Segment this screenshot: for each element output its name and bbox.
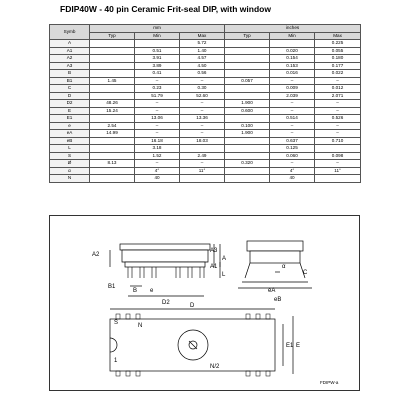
value-cell: 0.177 — [315, 62, 361, 70]
value-cell: 48.26 — [90, 100, 135, 108]
table-row — [50, 77, 361, 85]
value-cell — [225, 55, 270, 63]
value-cell: 0.514 — [270, 115, 315, 123]
value-cell: 40 — [270, 175, 315, 183]
table-row — [50, 55, 361, 63]
subheader-cell: Min — [270, 32, 315, 40]
subheader-cell: Max — [180, 32, 225, 40]
value-cell — [135, 40, 180, 48]
symbol-cell: A3 — [50, 62, 90, 70]
value-cell — [90, 70, 135, 78]
value-cell: 18.03 — [180, 137, 225, 145]
value-cell — [90, 62, 135, 70]
value-cell — [90, 92, 135, 100]
table-row — [50, 122, 361, 130]
value-cell: 0.30 — [180, 85, 225, 93]
value-cell: 2.039 — [270, 92, 315, 100]
value-cell: 0.526 — [315, 115, 361, 123]
label-n-half: N/2 — [210, 364, 220, 370]
table-row — [50, 40, 361, 48]
subheader-cell: Min — [135, 32, 180, 40]
header-inches: inches — [225, 25, 361, 33]
value-cell: – — [270, 77, 315, 85]
value-cell — [90, 167, 135, 175]
value-cell — [225, 40, 270, 48]
value-cell: – — [270, 160, 315, 168]
value-cell — [315, 145, 361, 153]
value-cell: 4.50 — [180, 62, 225, 70]
value-cell: 52.60 — [180, 92, 225, 100]
value-cell — [90, 55, 135, 63]
value-cell: 13.36 — [180, 115, 225, 123]
symbol-cell: A2 — [50, 55, 90, 63]
value-cell — [225, 115, 270, 123]
value-cell — [225, 85, 270, 93]
value-cell: – — [270, 130, 315, 138]
value-cell: 0.320 — [225, 160, 270, 168]
table-row — [50, 62, 361, 70]
package-drawing-svg — [50, 216, 361, 392]
value-cell — [180, 175, 225, 183]
table-row — [50, 130, 361, 138]
label-ea: eA — [268, 288, 276, 294]
value-cell: 0.154 — [270, 55, 315, 63]
value-cell: – — [135, 160, 180, 168]
value-cell: – — [270, 100, 315, 108]
label-one: 1 — [114, 358, 118, 364]
value-cell: – — [270, 107, 315, 115]
value-cell: 1.40 — [180, 47, 225, 55]
value-cell: – — [180, 77, 225, 85]
value-cell: 0.125 — [270, 145, 315, 153]
label-a: A — [222, 256, 227, 262]
value-cell — [90, 115, 135, 123]
value-cell: 0.057 — [225, 77, 270, 85]
value-cell: 16.18 — [135, 137, 180, 145]
value-cell: – — [270, 122, 315, 130]
value-cell — [90, 40, 135, 48]
value-cell — [225, 175, 270, 183]
value-cell — [90, 175, 135, 183]
value-cell — [180, 145, 225, 153]
value-cell — [225, 62, 270, 70]
table-row — [50, 160, 361, 168]
table-subheader-row — [50, 32, 361, 40]
value-cell: 0.060 — [270, 152, 315, 160]
symbol-cell: D2 — [50, 100, 90, 108]
label-b: B — [133, 288, 138, 294]
value-cell: 0.710 — [315, 137, 361, 145]
value-cell: 0.180 — [315, 55, 361, 63]
value-cell: 14.99 — [90, 130, 135, 138]
value-cell: 0.56 — [180, 70, 225, 78]
value-cell: 0.055 — [315, 47, 361, 55]
value-cell: 4° — [135, 167, 180, 175]
value-cell: 2.49 — [180, 152, 225, 160]
value-cell: – — [315, 100, 361, 108]
value-cell: 15.24 — [90, 107, 135, 115]
table-header-row — [50, 25, 361, 33]
package-drawing — [49, 215, 360, 391]
value-cell — [315, 175, 361, 183]
value-cell: 0.012 — [315, 85, 361, 93]
value-cell: 5.72 — [180, 40, 225, 48]
value-cell — [90, 47, 135, 55]
label-eb: eB — [274, 297, 282, 303]
value-cell: 1.52 — [135, 152, 180, 160]
value-cell: – — [135, 130, 180, 138]
value-cell — [270, 40, 315, 48]
value-cell — [225, 137, 270, 145]
drawing-ref: FDIPW-a — [320, 380, 339, 385]
value-cell: – — [180, 130, 225, 138]
value-cell: – — [180, 160, 225, 168]
label-d: D — [190, 303, 195, 309]
dimensions-table — [49, 24, 361, 183]
label-n: N — [138, 323, 143, 329]
value-cell: 51.79 — [135, 92, 180, 100]
value-cell: 0.600 — [225, 107, 270, 115]
value-cell: – — [315, 130, 361, 138]
symbol-cell: eB — [50, 137, 90, 145]
value-cell — [225, 167, 270, 175]
label-l: L — [222, 272, 226, 278]
value-cell — [225, 47, 270, 55]
symbol-cell: e — [50, 122, 90, 130]
label-alpha: α — [282, 264, 286, 270]
value-cell — [90, 145, 135, 153]
table-row — [50, 92, 361, 100]
value-cell: – — [180, 100, 225, 108]
value-cell: 3.89 — [135, 62, 180, 70]
value-cell: 3.18 — [135, 145, 180, 153]
table-row — [50, 167, 361, 175]
subheader-cell: Typ — [225, 32, 270, 40]
symbol-cell: Ø — [50, 160, 90, 168]
label-d2: D2 — [162, 300, 170, 306]
value-cell — [225, 152, 270, 160]
table-row — [50, 115, 361, 123]
value-cell: 40 — [135, 175, 180, 183]
symbol-cell: C — [50, 85, 90, 93]
value-cell: 0.100 — [225, 122, 270, 130]
value-cell: 2.071 — [315, 92, 361, 100]
label-a2: A2 — [92, 252, 100, 258]
value-cell: 0.637 — [270, 137, 315, 145]
table-row — [50, 145, 361, 153]
symbol-cell: α — [50, 167, 90, 175]
symbol-cell: A — [50, 40, 90, 48]
value-cell — [90, 85, 135, 93]
symbol-cell: L — [50, 145, 90, 153]
symbol-cell: eA — [50, 130, 90, 138]
value-cell: 0.020 — [270, 47, 315, 55]
value-cell: – — [135, 122, 180, 130]
value-cell: 4° — [270, 167, 315, 175]
label-e1: E1 — [286, 343, 294, 349]
value-cell: 8.13 — [90, 160, 135, 168]
value-cell: – — [315, 107, 361, 115]
value-cell: 0.009 — [270, 85, 315, 93]
value-cell — [225, 70, 270, 78]
label-e: E — [296, 343, 301, 349]
symbol-cell: A1 — [50, 47, 90, 55]
value-cell: 0.098 — [315, 152, 361, 160]
value-cell: 2.54 — [90, 122, 135, 130]
value-cell: 13.06 — [135, 115, 180, 123]
table-row — [50, 100, 361, 108]
value-cell: – — [315, 122, 361, 130]
page-title: FDIP40W - 40 pin Ceramic Frit-seal DIP, with window — [60, 4, 271, 14]
label-a3: A3 — [210, 248, 218, 254]
value-cell: – — [315, 160, 361, 168]
header-mm: mm — [90, 25, 225, 33]
symbol-cell: E1 — [50, 115, 90, 123]
symbol-cell: B1 — [50, 77, 90, 85]
value-cell: – — [135, 107, 180, 115]
subheader-cell: Max — [315, 32, 361, 40]
value-cell: – — [315, 77, 361, 85]
table-row — [50, 47, 361, 55]
value-cell: 11° — [180, 167, 225, 175]
value-cell — [90, 152, 135, 160]
label-s: S — [114, 320, 119, 326]
value-cell — [225, 145, 270, 153]
symbol-cell: B — [50, 70, 90, 78]
value-cell: 1.45 — [90, 77, 135, 85]
value-cell: 0.51 — [135, 47, 180, 55]
table-row — [50, 137, 361, 145]
value-cell: 3.91 — [135, 55, 180, 63]
value-cell — [225, 92, 270, 100]
value-cell: 0.23 — [135, 85, 180, 93]
table-row — [50, 152, 361, 160]
value-cell: – — [180, 122, 225, 130]
value-cell: 1.900 — [225, 130, 270, 138]
table-row — [50, 85, 361, 93]
symbol-cell: S — [50, 152, 90, 160]
symbol-cell: N — [50, 175, 90, 183]
value-cell: – — [135, 100, 180, 108]
value-cell: 0.022 — [315, 70, 361, 78]
table-row — [50, 70, 361, 78]
subheader-cell: Typ — [90, 32, 135, 40]
value-cell: – — [135, 77, 180, 85]
value-cell: 4.57 — [180, 55, 225, 63]
value-cell: 0.225 — [315, 40, 361, 48]
label-a1: A1 — [210, 264, 218, 270]
value-cell: 1.900 — [225, 100, 270, 108]
value-cell: 11° — [315, 167, 361, 175]
table-row — [50, 175, 361, 183]
value-cell: 0.153 — [270, 62, 315, 70]
value-cell — [90, 137, 135, 145]
label-e-pitch: e — [150, 288, 154, 294]
symbol-cell: D — [50, 92, 90, 100]
value-cell: 0.016 — [270, 70, 315, 78]
label-c: C — [303, 270, 308, 276]
label-b1: B1 — [108, 284, 116, 290]
header-symb: Symb — [50, 25, 90, 40]
symbol-cell: E — [50, 107, 90, 115]
table-row — [50, 107, 361, 115]
value-cell: 0.41 — [135, 70, 180, 78]
value-cell: – — [180, 107, 225, 115]
